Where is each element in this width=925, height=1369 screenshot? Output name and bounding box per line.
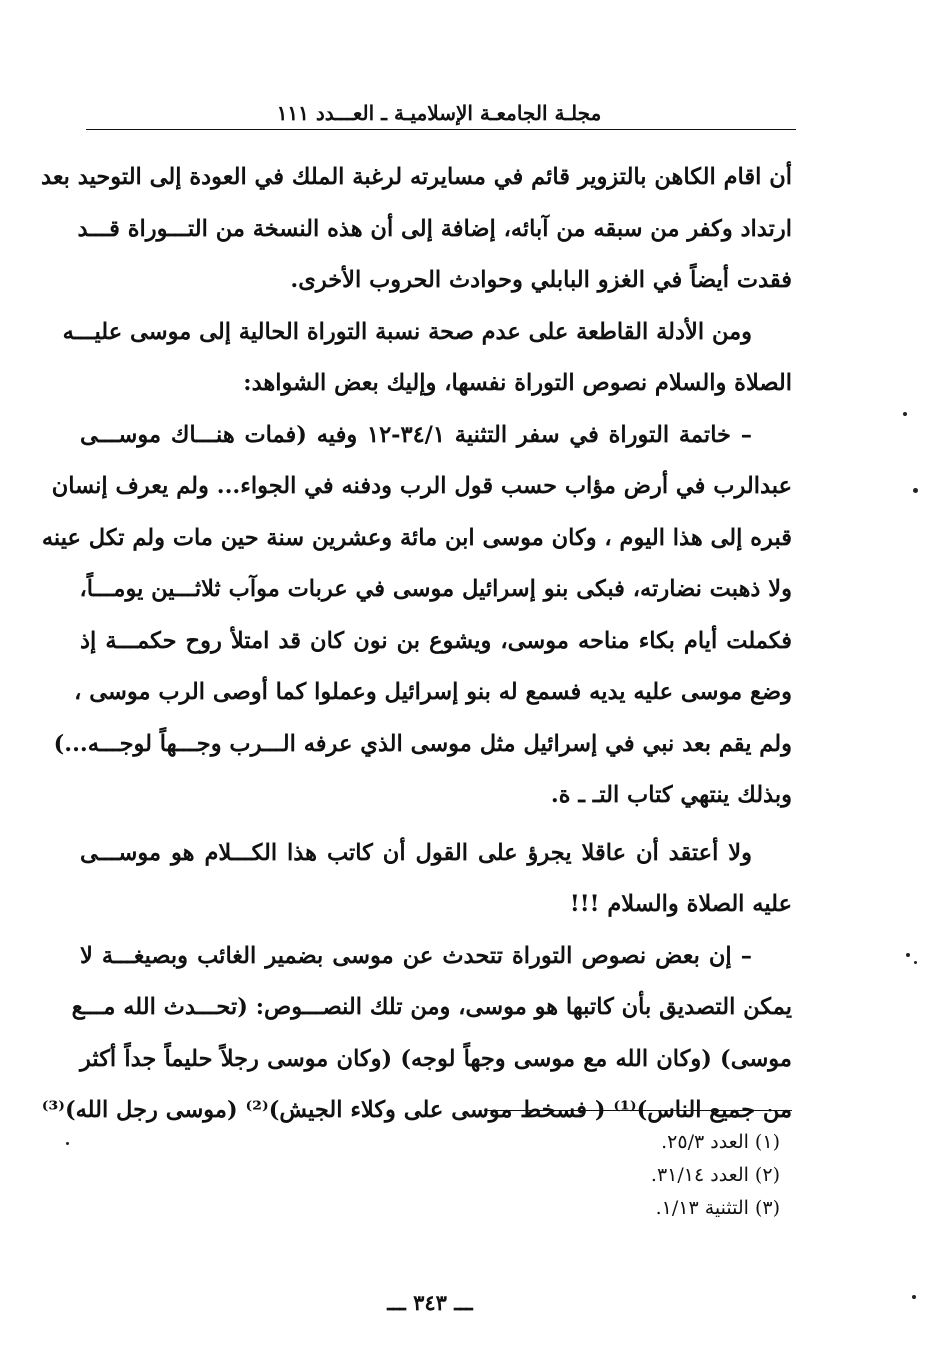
scan-speck xyxy=(912,1295,916,1299)
body-line: فكملت أيام بكاء مناحه موسى، ويشوع بن نون كان قد امتلأ روح حكمـــة إذ xyxy=(80,627,792,654)
body-line: من جميع الناس)⁽¹⁾ ( فسخط موسى على وكلاء الجيش)⁽²⁾ (موسى رجل الله)⁽³⁾ xyxy=(41,1097,792,1123)
body-line: ولا ذهبت نضارته، فبكى بنو إسرائيل موسى في عربات موآب ثلاثـــين يومـــاً، xyxy=(79,576,792,602)
body-line: عبدالرب في أرض مؤاب حسب قول الرب ودفنه في الجواء... ولم يعرف إنسان xyxy=(51,473,792,499)
scan-speck xyxy=(906,953,910,957)
scan-speck xyxy=(913,488,918,493)
scan-speck xyxy=(903,412,907,416)
scan-speck xyxy=(66,1142,69,1145)
body-line: ولا أعتقد أن عاقلا يجرؤ على القول أن كاتب هذا الكـــلام هو موســـى xyxy=(80,839,752,866)
body-line: ومن الأدلة القاطعة على عدم صحة نسبة التوراة الحالية إلى موسى عليـــه xyxy=(62,318,752,345)
body-line: فقدت أيضاً في الغزو البابلي وحوادث الحروب الأخرى. xyxy=(290,267,792,293)
page-number: ـــ ٣٤٣ ـــ xyxy=(387,1290,473,1315)
body-line: وبذلك ينتهي كتاب التـ ـ ة. xyxy=(550,782,792,808)
body-line: قبره إلى هذا اليوم ، وكان موسى ابن مائة وعشرين سنة حين مات ولم تكل عينه xyxy=(41,524,792,551)
body-line: ولم يقم بعد نبي في إسرائيل مثل موسى الذي عرفه الـــرب وجـــهاً لوجـــه...) xyxy=(53,730,792,757)
footnote-item: (١) العدد ٢٥/٣. xyxy=(661,1131,780,1153)
body-line: وضع موسى عليه يديه فسمع له بنو إسرائيل وعملوا كما أوصى الرب موسى ، xyxy=(74,679,792,705)
body-line: عليه الصلاة والسلام !!! xyxy=(569,891,792,917)
running-header: مجلـة الجامعـة الإسلاميـة ـ العـــدد ١١١ xyxy=(276,101,602,125)
body-line: يمكن التصديق بأن كاتبها هو موسى، ومن تلك النصـــوص: (تحـــدث الله مـــع xyxy=(71,994,792,1020)
body-line: موسى) (وكان الله مع موسى وجهاً لوجه) (وكان موسى رجلاً حليماً جداً أكثر xyxy=(80,1045,792,1072)
body-line: – خاتمة التوراة في سفر التثنية ٣٤/١-١٢ وفيه (فمات هنـــاك موســـى xyxy=(80,421,752,448)
footnote-item: (٢) العدد ٣١/١٤. xyxy=(650,1164,780,1186)
footnote-rule xyxy=(484,1110,792,1111)
body-line: – إن بعض نصوص التوراة تتحدث عن موسى بضمير الغائب وبصيغـــة لا xyxy=(80,942,752,969)
body-line: الصلاة والسلام نصوص التوراة نفسها، وإليك بعض الشواهد: xyxy=(243,370,792,396)
footnote-item: (٣) التثنية ١/١٣. xyxy=(655,1197,780,1219)
body-line: أن اقام الكاهن بالتزوير قائم في مسايرته لرغبة الملك في العودة إلى التوحيد بعد xyxy=(41,164,792,190)
scan-speck xyxy=(914,961,917,964)
body-text xyxy=(41,152,792,1137)
header-rule xyxy=(86,129,796,130)
footnotes xyxy=(480,1126,780,1225)
body-line: ارتداد وكفر من سبقه من آبائه، إضافة إلى أن هذه النسخة من التـــوراة قـــد xyxy=(77,215,792,242)
